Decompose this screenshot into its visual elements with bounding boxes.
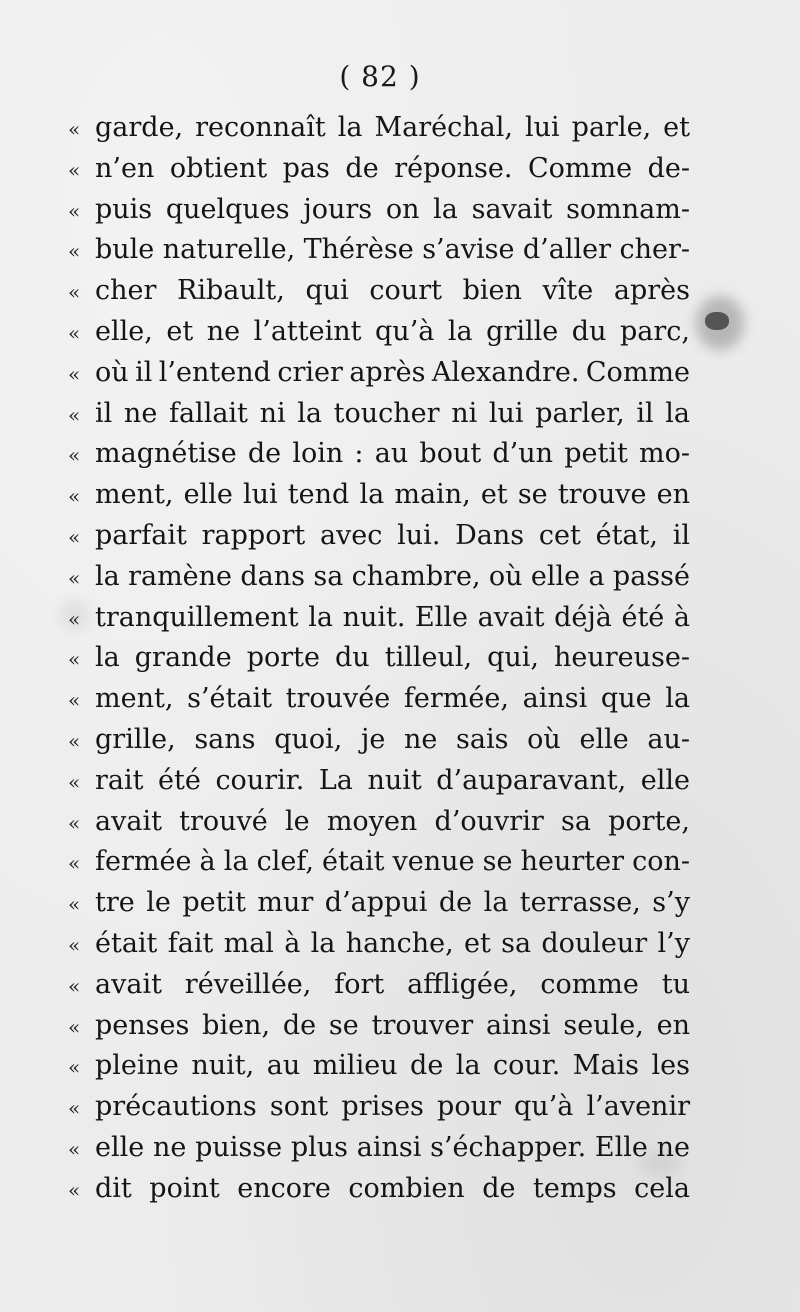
- text-line: [68, 720, 690, 761]
- quote-mark: «: [68, 198, 81, 223]
- text-line: [68, 1006, 690, 1047]
- line-text: puis quelques jours on la savait somnam-: [95, 193, 690, 225]
- ink-blot: [705, 312, 729, 330]
- body-text: [68, 108, 690, 1210]
- line-text: avait réveillée, fort affligée, comme tu: [95, 968, 690, 1000]
- line-text: rait été courir. La nuit d’auparavant, elle: [95, 764, 690, 796]
- quote-mark: «: [68, 443, 81, 468]
- text-line: [68, 230, 690, 271]
- line-text: dit point encore combien de temps cela: [95, 1172, 690, 1204]
- text-line: [68, 679, 690, 720]
- line-text: il ne fallait ni la toucher ni lui parler, il la: [95, 397, 690, 429]
- quote-mark: «: [68, 484, 81, 509]
- quote-mark: «: [68, 239, 81, 264]
- line-text: garde, reconnaît la Maréchal, lui parle, et: [95, 112, 690, 143]
- page-number: ( 82 ): [339, 60, 421, 93]
- line-text: tranquillement la nuit. Elle avait déjà été à: [95, 601, 690, 633]
- text-line: [68, 1169, 690, 1210]
- text-line: [68, 965, 690, 1006]
- quote-mark: «: [68, 973, 81, 998]
- quote-mark: «: [68, 1055, 81, 1080]
- quote-mark: «: [68, 769, 81, 794]
- line-text: parfait rapport avec lui. Dans cet état, il: [95, 519, 690, 551]
- text-line: [68, 924, 690, 965]
- text-line: [68, 1128, 690, 1169]
- text-line: [68, 883, 690, 924]
- text-line: [68, 394, 690, 435]
- quote-mark: «: [68, 524, 81, 549]
- quote-mark: «: [68, 280, 81, 305]
- text-line: [68, 271, 690, 312]
- line-text: ment, elle lui tend la main, et se trouve en: [95, 479, 690, 511]
- line-text: elle ne puisse plus ainsi s’échapper. Elle ne: [95, 1131, 690, 1163]
- text-line: [68, 434, 690, 475]
- quote-mark: «: [68, 117, 81, 141]
- text-line: [68, 475, 690, 516]
- quote-mark: «: [68, 932, 81, 957]
- line-text: précautions sont prises pour qu’à l’avenir: [95, 1091, 690, 1123]
- quote-mark: «: [68, 361, 81, 386]
- line-text: elle, et ne l’atteint qu’à la grille du parc,: [95, 315, 690, 347]
- text-line: [68, 1087, 690, 1128]
- quote-mark: «: [68, 157, 81, 182]
- text-line: [68, 516, 690, 557]
- line-text: grille, sans quoi, je ne sais où elle au-: [95, 723, 690, 755]
- line-text: était fait mal à la hanche, et sa douleur l’y: [95, 927, 690, 959]
- line-text: magnétise de loin : au bout d’un petit mo-: [95, 438, 690, 470]
- line-text: fermée à la clef, était venue se heurter con-: [95, 846, 690, 878]
- quote-mark: «: [68, 1136, 81, 1161]
- line-text: tre le petit mur d’appui de la terrasse, s’y: [95, 887, 690, 919]
- line-text: où il l’entend crier après Alexandre. Comme: [95, 356, 690, 388]
- text-line: [68, 638, 690, 679]
- quote-mark: «: [68, 647, 81, 672]
- line-text: la grande porte du tilleul, qui, heureuse-: [95, 642, 690, 674]
- text-line: [68, 149, 690, 190]
- text-line: [68, 598, 690, 639]
- quote-mark: «: [68, 320, 81, 345]
- line-text: n’en obtient pas de réponse. Comme de-: [95, 152, 690, 184]
- quote-mark: «: [68, 810, 81, 835]
- quote-mark: «: [68, 1177, 81, 1202]
- line-text: ment, s’était trouvée fermée, ainsi que la: [95, 683, 690, 715]
- quote-mark: «: [68, 851, 81, 876]
- quote-mark: «: [68, 1014, 81, 1039]
- text-line: [68, 1046, 690, 1087]
- quote-mark: «: [68, 892, 81, 917]
- text-line: [68, 557, 690, 598]
- quote-mark: «: [68, 565, 81, 590]
- text-line: [68, 312, 690, 353]
- line-text: cher Ribault, qui court bien vîte après: [95, 275, 690, 307]
- text-line: [68, 353, 690, 394]
- text-line: [68, 761, 690, 802]
- line-text: la ramène dans sa chambre, où elle a passé: [95, 560, 690, 592]
- quote-mark: «: [68, 402, 81, 427]
- quote-mark: «: [68, 688, 81, 713]
- text-line: [68, 842, 690, 883]
- quote-mark: «: [68, 728, 81, 753]
- line-text: bule naturelle, Thérèse s’avise d’aller cher-: [95, 234, 690, 266]
- line-text: pleine nuit, au milieu de la cour. Mais les: [95, 1050, 690, 1082]
- line-text: penses bien, de se trouver ainsi seule, en: [95, 1009, 690, 1041]
- text-line: [68, 108, 690, 149]
- text-line: [68, 802, 690, 843]
- line-text: avait trouvé le moyen d’ouvrir sa porte,: [95, 805, 690, 837]
- quote-mark: «: [68, 606, 81, 631]
- quote-mark: «: [68, 1096, 81, 1121]
- text-line: [68, 190, 690, 231]
